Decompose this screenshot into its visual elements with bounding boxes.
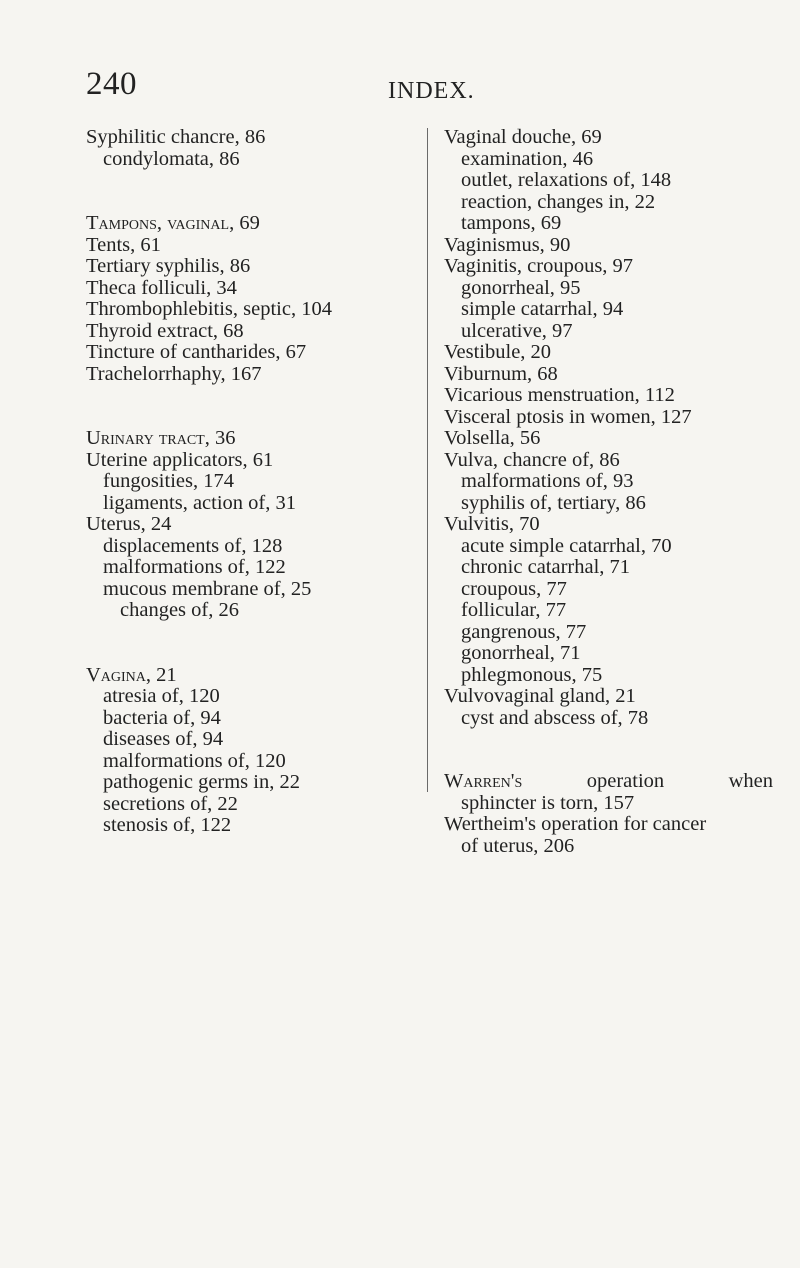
left-column [86, 127, 416, 837]
index-entry-wertheims-operation: Wertheim's operation for cancer [444, 813, 707, 835]
column-divider [427, 128, 428, 792]
index-subentry-pathogenic-germs: pathogenic germs in, 22 [103, 771, 300, 793]
page-number: 240 [86, 66, 137, 102]
index-subentry-ulcerative: ulcerative, 97 [461, 319, 573, 342]
index-entry-vagina: Vagina, 21 [86, 663, 177, 686]
index-entry-vestibule: Vestibule, 20 [444, 341, 552, 363]
index-subentry-malformations-uterus: malformations of, 122 [103, 556, 286, 578]
index-subentry-phlegmonous: phlegmonous, 75 [461, 663, 603, 686]
index-subentry-gonorrheal-vaginitis: gonorrheal, 95 [461, 276, 581, 299]
index-entry-thrombophlebitis: Thrombophlebitis, septic, 104 [86, 298, 332, 320]
index-entry-vaginal-douche: Vaginal douche, 69 [444, 126, 602, 148]
index-subentry-fungosities: fungosities, 174 [103, 470, 234, 492]
index-entry-vulva: Vulva, chancre of, 86 [444, 448, 620, 471]
index-subentry-displacements: displacements of, 128 [103, 534, 283, 557]
index-subentry-of-uterus: of uterus, 206 [461, 834, 575, 857]
index-subentry-secretions: secretions of, 22 [103, 792, 238, 815]
index-subentry-gonorrheal-vulvitis: gonorrheal, 71 [461, 642, 581, 664]
index-subentry-sphincter: sphincter is torn, 157 [461, 791, 635, 814]
warren-word-3: when [728, 770, 773, 792]
index-subentry-ligaments: ligaments, action of, 31 [103, 491, 296, 514]
index-entry-tincture-cantharides: Tincture of cantharides, 67 [86, 341, 307, 363]
index-subentry-chronic-catarrhal: chronic catarrhal, 71 [461, 556, 631, 578]
index-entry-tents: Tents, 61 [86, 233, 161, 256]
right-column [444, 127, 774, 857]
index-entry-trachelorrhaphy: Trachelorrhaphy, 167 [86, 362, 262, 385]
index-entry-uterus: Uterus, 24 [86, 513, 172, 535]
index-entry-vulvovaginal-gland: Vulvovaginal gland, 21 [444, 685, 636, 707]
index-entry-volsella: Volsella, 56 [444, 427, 541, 449]
index-entry-vulvitis: Vulvitis, 70 [444, 513, 540, 535]
index-subentry-bacteria: bacteria of, 94 [103, 706, 221, 729]
index-subentry-examination: examination, 46 [461, 147, 594, 170]
index-entry-tampons: Tampons, vaginal, 69 [86, 212, 260, 234]
index-subentry-malformations-vagina: malformations of, 120 [103, 749, 286, 772]
index-subentry-follicular: follicular, 77 [461, 599, 567, 621]
index-subentry-cyst-abscess: cyst and abscess of, 78 [461, 706, 649, 729]
index-subentry-stenosis: stenosis of, 122 [103, 814, 232, 836]
index-entry-vicarious-menstruation: Vicarious menstruation, 112 [444, 384, 675, 406]
index-entry-uterine-applicators: Uterine applicators, 61 [86, 448, 274, 471]
index-subentry-syphilis-tertiary: syphilis of, tertiary, 86 [461, 491, 646, 514]
index-subentry-condylomata: condylomata, 86 [103, 147, 240, 170]
index-subentry-reaction: reaction, changes in, 22 [461, 190, 656, 213]
index-entry-vaginitis: Vaginitis, croupous, 97 [444, 255, 634, 277]
index-subentry-changes: changes of, 26 [120, 599, 239, 621]
index-subentry-diseases: diseases of, 94 [103, 728, 224, 750]
page-title: INDEX. [388, 78, 475, 104]
index-subentry-outlet: outlet, relaxations of, 148 [461, 169, 672, 191]
index-entry-vaginismus: Vaginismus, 90 [444, 233, 571, 256]
index-subentry-gangrenous: gangrenous, 77 [461, 620, 587, 643]
index-subentry-acute-simple-catarrhal: acute simple catarrhal, 70 [461, 534, 672, 557]
warren-word-2: operation [586, 770, 665, 792]
index-entry-urinary-tract: Urinary tract, 36 [86, 427, 236, 449]
index-subentry-tampons: tampons, 69 [461, 212, 562, 234]
index-subentry-mucous-membrane: mucous membrane of, 25 [103, 577, 312, 600]
index-entry-visceral-ptosis: Visceral ptosis in women, 127 [444, 405, 692, 428]
index-subentry-simple-catarrhal: simple catarrhal, 94 [461, 298, 624, 320]
index-entry-thyroid-extract: Thyroid extract, 68 [86, 319, 244, 342]
index-subentry-malformations-vulva: malformations of, 93 [461, 470, 634, 492]
index-subentry-croupous: croupous, 77 [461, 577, 567, 600]
index-subentry-atresia: atresia of, 120 [103, 685, 220, 707]
index-entry-viburnum: Viburnum, 68 [444, 362, 558, 385]
index-entry-syphilitic-chancre: Syphilitic chancre, 86 [86, 126, 266, 148]
warren-word-1: Warren's [444, 770, 523, 792]
index-entry-warrens-operation [444, 771, 773, 793]
index-entry-theca-folliculi: Theca folliculi, 34 [86, 276, 237, 299]
index-entry-tertiary-syphilis: Tertiary syphilis, 86 [86, 255, 251, 277]
